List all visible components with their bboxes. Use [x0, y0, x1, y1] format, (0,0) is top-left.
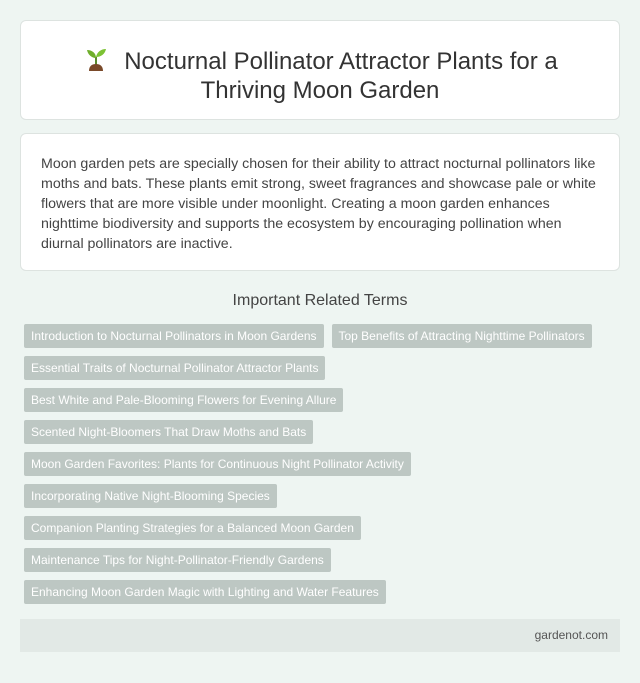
related-term-tag[interactable]: Incorporating Native Night-Blooming Species [24, 484, 277, 508]
title-card [20, 20, 620, 120]
footer [20, 619, 620, 652]
related-term-tag[interactable]: Scented Night-Bloomers That Draw Moths and Bats [24, 420, 313, 444]
page-title [21, 45, 619, 105]
title-line-2: Thriving Moon Garden [200, 77, 440, 104]
description-card [20, 133, 620, 271]
seedling-icon [82, 45, 110, 73]
related-term-tag[interactable]: Best White and Pale-Blooming Flowers for Evening Allure [24, 388, 343, 412]
related-terms-heading: Important Related Terms [232, 292, 408, 309]
footer-site-link[interactable]: gardenot.com [534, 628, 608, 642]
related-term-tag[interactable]: Essential Traits of Nocturnal Pollinator Attractor Plants [24, 356, 325, 380]
related-term-tag[interactable]: Introduction to Nocturnal Pollinators in Moon Gardens [24, 324, 324, 348]
related-terms-list [24, 324, 616, 604]
related-term-tag[interactable]: Enhancing Moon Garden Magic with Lighting and Water Features [24, 580, 386, 604]
description-text: Moon garden pets are specially chosen for their ability to attract nocturnal pollinators like moths and bats. These plants emit strong, sweet fragrances and showcase pale or white flowers that are more visible under moonlight. Creating a moon garden enhances nighttime biodiversity and supports the ecosystem by encouraging pollination when diurnal pollinators are inactive. [41, 156, 596, 252]
related-term-tag[interactable]: Companion Planting Strategies for a Balanced Moon Garden [24, 516, 361, 540]
related-term-tag[interactable]: Top Benefits of Attracting Nighttime Pollinators [332, 324, 592, 348]
related-term-tag[interactable]: Moon Garden Favorites: Plants for Continuous Night Pollinator Activity [24, 452, 411, 476]
related-term-tag[interactable]: Maintenance Tips for Night-Pollinator-Friendly Gardens [24, 548, 331, 572]
title-line-1: Nocturnal Pollinator Attractor Plants for a [124, 48, 558, 75]
